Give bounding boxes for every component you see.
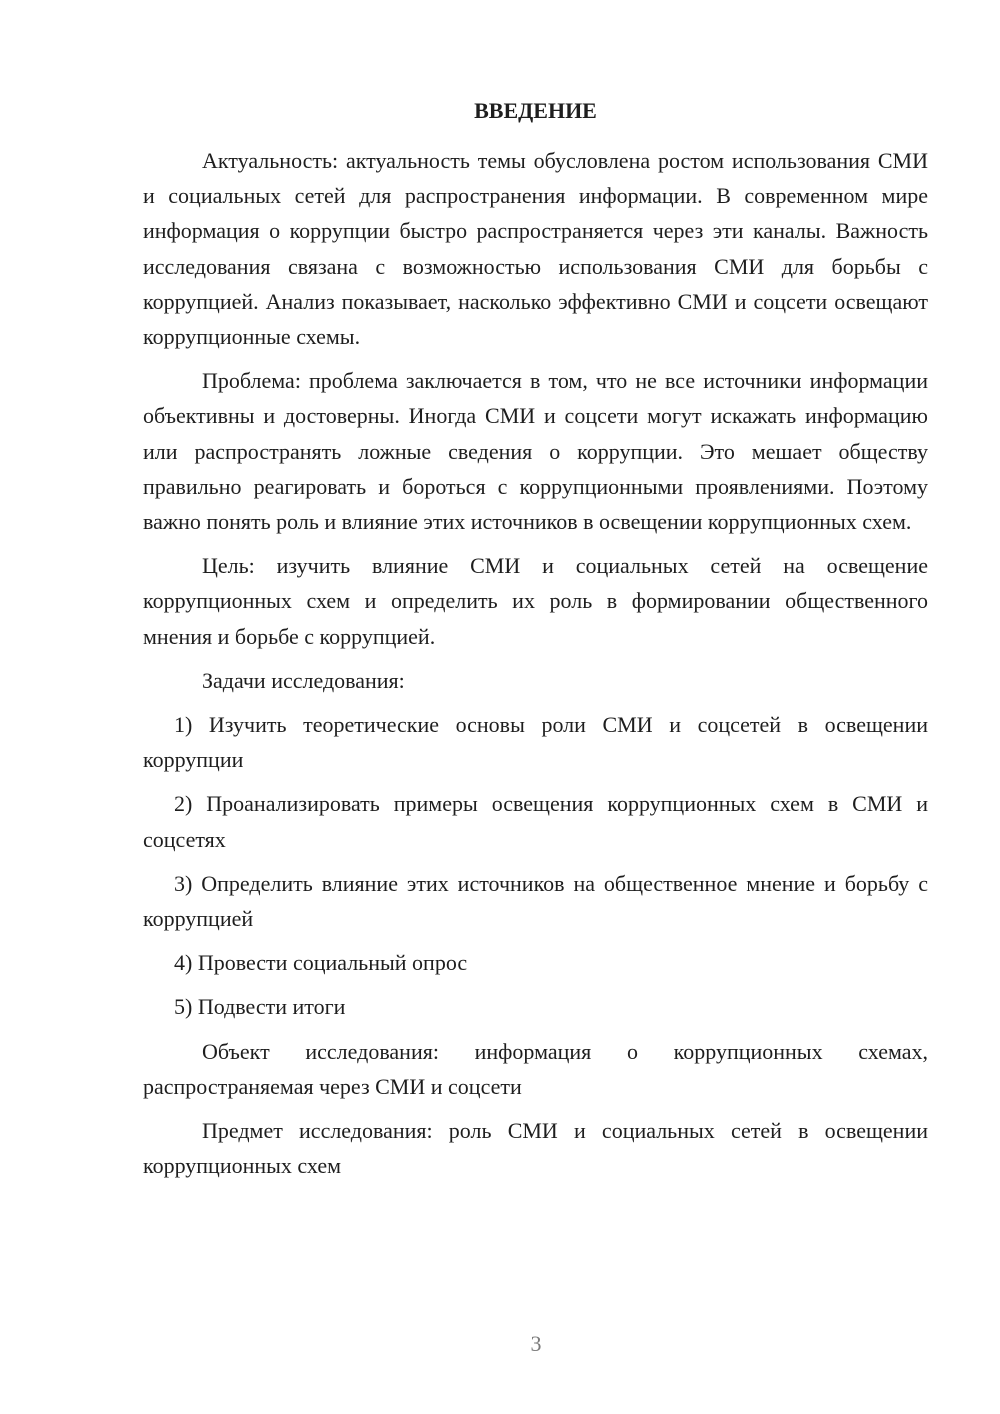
list-item: 1) Изучить теоретические основы роли СМИ и соцсетей в освещении коррупции <box>143 712 928 773</box>
tasks-heading: Задачи исследования: <box>202 667 405 693</box>
paragraph-object: Объект исследования: информация о коррупционных схемах, распространяемая через СМИ и соцсети <box>143 1038 928 1099</box>
paragraph-problem: Проблема: проблема заключается в том, что не все источники информации объективны и достоверны. Иногда СМИ и соцсети могут искажать информацию или распространять ложные сведения о коррупции. Это мешает обществу правильно реагировать и бороться с коррупционными проявлениями. Поэтому важно понять роль и влияние этих источников в освещении коррупционных схем. <box>143 368 928 535</box>
paragraph-relevance: Актуальность: актуальность темы обусловлена ростом использования СМИ и социальных сетей для распространения информации. В современном мире информация о коррупции быстро распространяется через эти каналы. Важность исследования связана с возможностью использования СМИ для борьбы с коррупцией. Анализ показывает, насколько эффективно СМИ и соцсети освещают коррупционные схемы. <box>143 148 928 350</box>
section-title: ВВЕДЕНИЕ <box>474 98 597 123</box>
list-item: 3) Определить влияние этих источников на общественное мнение и борьбу с коррупцией <box>143 870 928 932</box>
list-item: 5) Подвести итоги <box>174 994 346 1020</box>
paragraph-subject: Предмет исследования: роль СМИ и социальных сетей в освещении коррупционных схем <box>143 1118 928 1179</box>
tasks-list <box>143 707 928 1025</box>
paragraph-goal: Цель: изучить влияние СМИ и социальных сетей на освещение коррупционных схем и определить их роль в формировании общественного мнения и борьбе с коррупцией. <box>143 553 928 649</box>
list-item: 2) Проанализировать примеры освещения коррупционных схем в СМИ и соцсетях <box>143 791 928 852</box>
page-number: 3 <box>530 1331 542 1356</box>
document-page <box>143 93 928 1192</box>
list-item: 4) Провести социальный опрос <box>174 950 468 976</box>
